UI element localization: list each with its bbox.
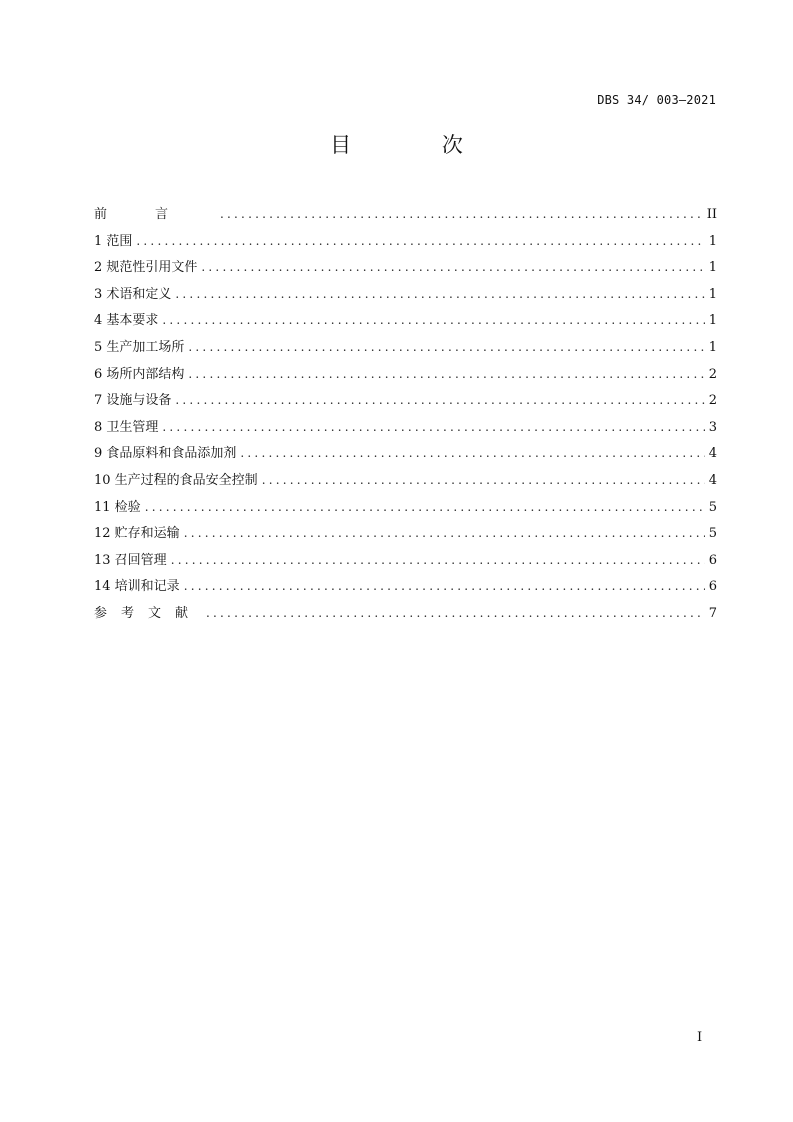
- toc-entry-label: 11 检验: [94, 499, 141, 515]
- toc-entry-label: 10 生产过程的食品安全控制: [94, 472, 258, 488]
- toc-entry-training-records[interactable]: [94, 573, 717, 600]
- toc-entry-page: 4: [708, 446, 717, 462]
- toc-dot-leader: [188, 334, 704, 361]
- toc-dot-leader: [175, 281, 704, 308]
- toc-entry-raw-materials-additives[interactable]: [94, 440, 717, 467]
- toc-entry-label: 2 规范性引用文件: [94, 260, 198, 276]
- toc-entry-page: 5: [708, 526, 717, 542]
- toc-entry-recall-management[interactable]: [94, 547, 717, 574]
- document-code: DBS 34/ 003—2021: [597, 93, 716, 107]
- toc-entry-page: 5: [708, 499, 717, 515]
- toc-dot-leader: [136, 228, 704, 255]
- toc-dot-leader: [184, 520, 705, 547]
- toc-dot-leader: [240, 440, 704, 467]
- toc-dot-leader: [171, 547, 705, 574]
- toc-entry-label: 6 场所内部结构: [94, 366, 185, 382]
- toc-entry-label: 前言: [94, 207, 217, 222]
- table-of-contents: [94, 201, 717, 627]
- toc-entry-label: 4 基本要求: [94, 313, 159, 329]
- toc-entry-page: 1: [708, 313, 717, 329]
- toc-entry-label: 14 培训和记录: [94, 579, 180, 595]
- toc-entry-label: 9 食品原料和食品添加剂: [94, 446, 237, 462]
- toc-entry-page: 3: [708, 419, 717, 435]
- toc-entry-foreword[interactable]: [94, 201, 717, 228]
- toc-entry-label: 13 召回管理: [94, 552, 167, 568]
- toc-dot-leader: [162, 414, 704, 441]
- toc-entry-page: 1: [708, 233, 717, 249]
- toc-entry-page: 2: [708, 366, 717, 382]
- toc-dot-leader: [201, 254, 704, 281]
- toc-entry-internal-structure[interactable]: [94, 361, 717, 388]
- toc-entry-bibliography[interactable]: [94, 600, 717, 627]
- toc-entry-facilities-equipment[interactable]: [94, 387, 717, 414]
- toc-entry-scope[interactable]: [94, 228, 717, 255]
- toc-entry-page: 7: [708, 605, 717, 621]
- toc-entry-production-site[interactable]: [94, 334, 717, 361]
- toc-dot-leader: [220, 201, 703, 228]
- toc-dot-leader: [206, 600, 705, 627]
- toc-dot-leader: [262, 467, 705, 494]
- page-number: I: [697, 1030, 703, 1045]
- toc-entry-basic-requirements[interactable]: [94, 307, 717, 334]
- toc-title: 目 次: [330, 133, 505, 157]
- toc-entry-label: 7 设施与设备: [94, 393, 172, 409]
- toc-dot-leader: [175, 387, 704, 414]
- toc-entry-hygiene-management[interactable]: [94, 414, 717, 441]
- toc-dot-leader: [145, 494, 705, 521]
- toc-entry-page: 2: [708, 393, 717, 409]
- toc-entry-label: 1 范围: [94, 233, 133, 249]
- toc-entry-page: 6: [708, 579, 717, 595]
- toc-dot-leader: [184, 573, 705, 600]
- toc-entry-normative-references[interactable]: [94, 254, 717, 281]
- toc-entry-inspection[interactable]: [94, 494, 717, 521]
- toc-entry-page: 6: [708, 552, 717, 568]
- toc-entry-page: 4: [708, 472, 717, 488]
- toc-entry-page: 1: [708, 260, 717, 276]
- toc-entry-label: 5 生产加工场所: [94, 339, 185, 355]
- toc-entry-storage-transport[interactable]: [94, 520, 717, 547]
- toc-entry-page: 1: [708, 339, 717, 355]
- toc-dot-leader: [162, 307, 704, 334]
- toc-entry-label: 12 贮存和运输: [94, 526, 180, 542]
- toc-entry-terms-definitions[interactable]: [94, 281, 717, 308]
- toc-entry-label: 8 卫生管理: [94, 419, 159, 435]
- toc-entry-label: 3 术语和定义: [94, 286, 172, 302]
- toc-entry-process-safety-control[interactable]: [94, 467, 717, 494]
- toc-entry-page: II: [706, 207, 717, 222]
- toc-entry-page: 1: [708, 286, 717, 302]
- toc-dot-leader: [188, 361, 704, 388]
- toc-entry-label: 参考文献: [94, 605, 203, 621]
